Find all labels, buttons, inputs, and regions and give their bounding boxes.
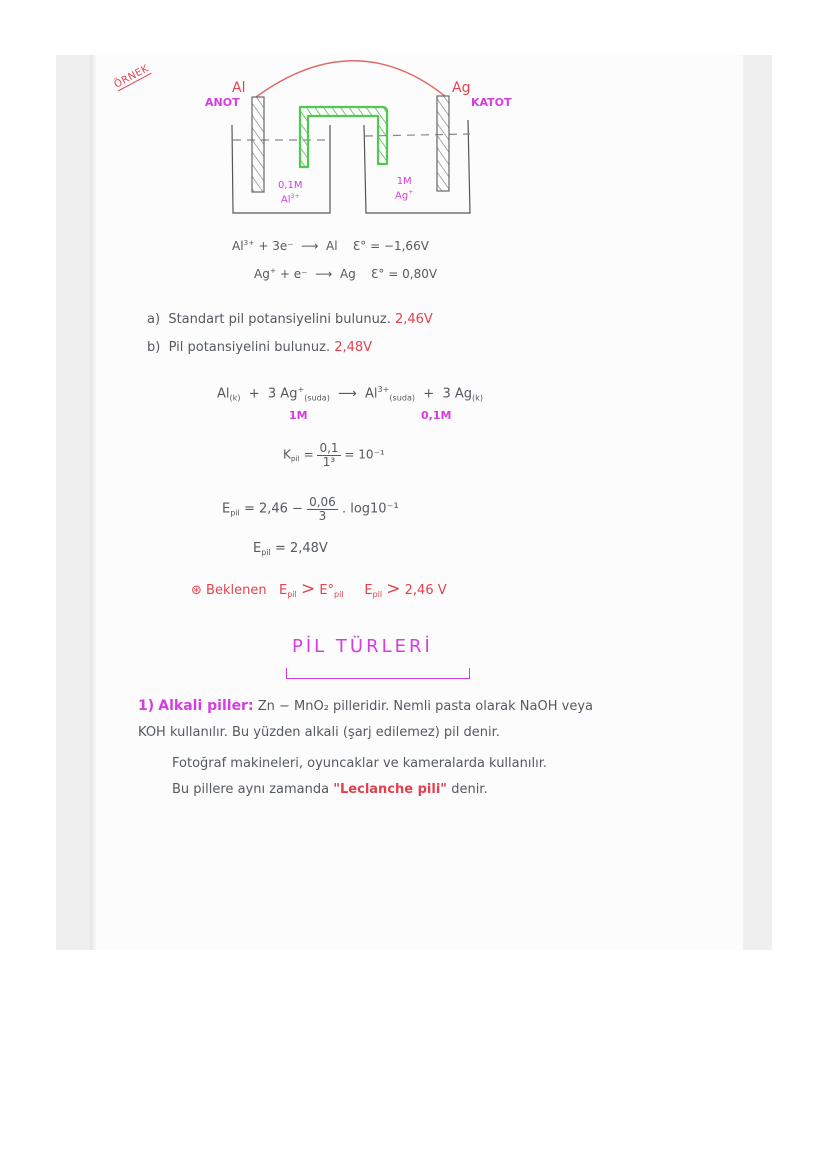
cathode-label: KATOT — [471, 96, 512, 109]
bullet-icon: ⊛ — [191, 583, 202, 598]
rhs-concentration: 0,1M — [421, 409, 452, 422]
alkali-line-1: 1) Alkali piller: Zn − MnO₂ pilleridir. Nemli pasta olarak NaOH veya — [138, 698, 593, 714]
al-electrode — [252, 97, 264, 192]
section-title: PİL TÜRLERİ — [292, 636, 433, 657]
section-title-underline — [286, 668, 470, 679]
galvanic-cell-diagram — [0, 0, 828, 230]
right-solution-label: 1M Ag+ — [395, 176, 414, 202]
alkali-line-4: Bu pillere aynı zamanda "Leclanche pili" denir. — [172, 782, 488, 797]
e-pil-result: $E_{pil} = 2,48V$ — [253, 541, 328, 557]
k-pil-equation: $K_{pil}$ = $\frac{0,1}{\text{1³}}$ = 10⁻¹ — [283, 441, 385, 469]
half-reaction-al: $Al^{3+} + 3e^-$ ⟶ Al Ɛ° = −1,66V — [232, 238, 429, 254]
half-reaction-ag: Ag+ + e⁻ ⟶ Ag Ɛ° = 0,80V — [254, 266, 438, 282]
overall-reaction: $Al_{(k)} + 3$ $Ag^+_{(suda)}$ ⟶ $Al^{3+}_{(suda)} + 3$ $Ag_{(k)}$ — [217, 385, 483, 403]
anode-label: ANOT — [205, 96, 240, 109]
question-a: a) Standart pil potansiyelini bulunuz. 2,46V — [147, 312, 433, 327]
alkali-heading: Alkali piller: — [158, 698, 254, 714]
external-wire — [256, 61, 445, 97]
ag-electrode — [437, 96, 449, 191]
answer-a: 2,46V — [394, 312, 433, 327]
example-label: ÖRNEK — [112, 63, 151, 91]
alkali-line-2: KOH kullanılır. Bu yüzden alkali (şarj edilemez) pil denir. — [138, 725, 500, 740]
lhs-concentration: 1M — [289, 409, 308, 422]
e-pil-nernst: $E_{pil} = 2,46$ − $\frac{0,06}{3}$ . log10⁻¹ — [222, 495, 399, 523]
question-b: b) Pil potansiyelini bulunuz. 2,48V — [147, 340, 373, 355]
anode-element: Al — [232, 80, 246, 96]
alkali-line-3: Fotoğraf makineleri, oyuncaklar ve kameralarda kullanılır. — [172, 756, 547, 771]
salt-bridge — [300, 107, 387, 167]
left-solution-label: 0,1M $Al^{3+}$ — [278, 180, 303, 206]
alkali-number: 1) — [138, 698, 155, 714]
cathode-element: Ag — [452, 80, 471, 96]
leclanche-term: "Leclanche pili" — [333, 782, 448, 797]
answer-b: 2,48V — [334, 340, 373, 355]
expected-relation: ⊛ Beklenen $E_{pil} > E^\circ_{pil}$ $E_{pil} > 2,46$ V — [191, 579, 447, 599]
